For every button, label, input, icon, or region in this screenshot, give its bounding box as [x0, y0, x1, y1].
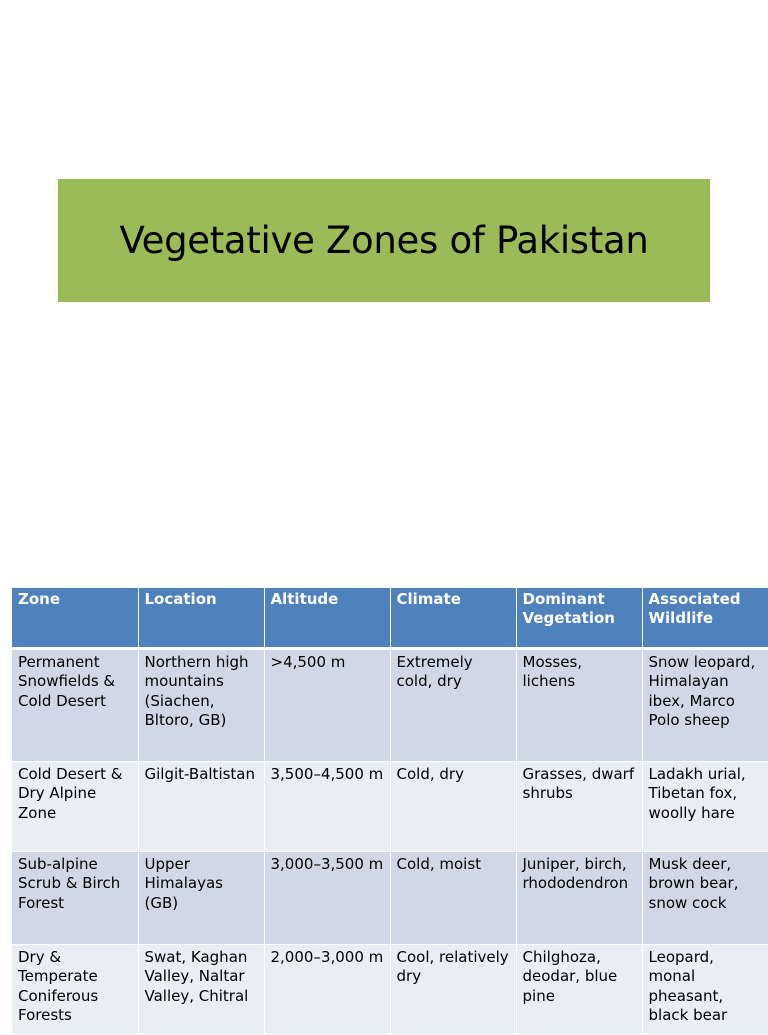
table-header-row [12, 588, 768, 648]
cell-climate: Extremely cold, dry [390, 648, 516, 761]
header-climate: Climate [390, 588, 516, 648]
table-row [12, 761, 768, 851]
cell-zone: Dry & Temperate Coniferous Forests [12, 944, 138, 1034]
cell-location: Upper Himalayas (GB) [138, 851, 264, 944]
cell-wildlife: Leopard, monal pheasant, black bear [642, 944, 768, 1034]
vegetative-zones-table [12, 588, 768, 1035]
header-dominant-vegetation: Dominant Vegetation [516, 588, 642, 648]
header-associated-wildlife: Associated Wildlife [642, 588, 768, 648]
cell-zone: Cold Desert & Dry Alpine Zone [12, 761, 138, 851]
cell-climate: Cool, relatively dry [390, 944, 516, 1034]
header-location: Location [138, 588, 264, 648]
cell-altitude: >4,500 m [264, 648, 390, 761]
cell-location: Northern high mountains (Siachen, Bltoro, GB) [138, 648, 264, 761]
cell-vegetation: Chilghoza, deodar, blue pine [516, 944, 642, 1034]
table-row [12, 944, 768, 1034]
cell-location: Swat, Kaghan Valley, Naltar Valley, Chitral [138, 944, 264, 1034]
header-zone: Zone [12, 588, 138, 648]
cell-location: Gilgit-Baltistan [138, 761, 264, 851]
cell-climate: Cold, dry [390, 761, 516, 851]
title-banner [58, 179, 710, 302]
slide-title: Vegetative Zones of Pakistan [119, 219, 649, 262]
cell-wildlife: Snow leopard, Himalayan ibex, Marco Polo sheep [642, 648, 768, 761]
cell-vegetation: Grasses, dwarf shrubs [516, 761, 642, 851]
cell-zone: Sub-alpine Scrub & Birch Forest [12, 851, 138, 944]
cell-vegetation: Mosses, lichens [516, 648, 642, 761]
cell-altitude: 2,000–3,000 m [264, 944, 390, 1034]
table-row [12, 851, 768, 944]
header-altitude: Altitude [264, 588, 390, 648]
cell-altitude: 3,000–3,500 m [264, 851, 390, 944]
cell-vegetation: Juniper, birch, rhododendron [516, 851, 642, 944]
cell-wildlife: Musk deer, brown bear, snow cock [642, 851, 768, 944]
cell-zone: Permanent Snowfields & Cold Desert [12, 648, 138, 761]
table-row [12, 648, 768, 761]
cell-wildlife: Ladakh urial, Tibetan fox, woolly hare [642, 761, 768, 851]
cell-climate: Cold, moist [390, 851, 516, 944]
cell-altitude: 3,500–4,500 m [264, 761, 390, 851]
